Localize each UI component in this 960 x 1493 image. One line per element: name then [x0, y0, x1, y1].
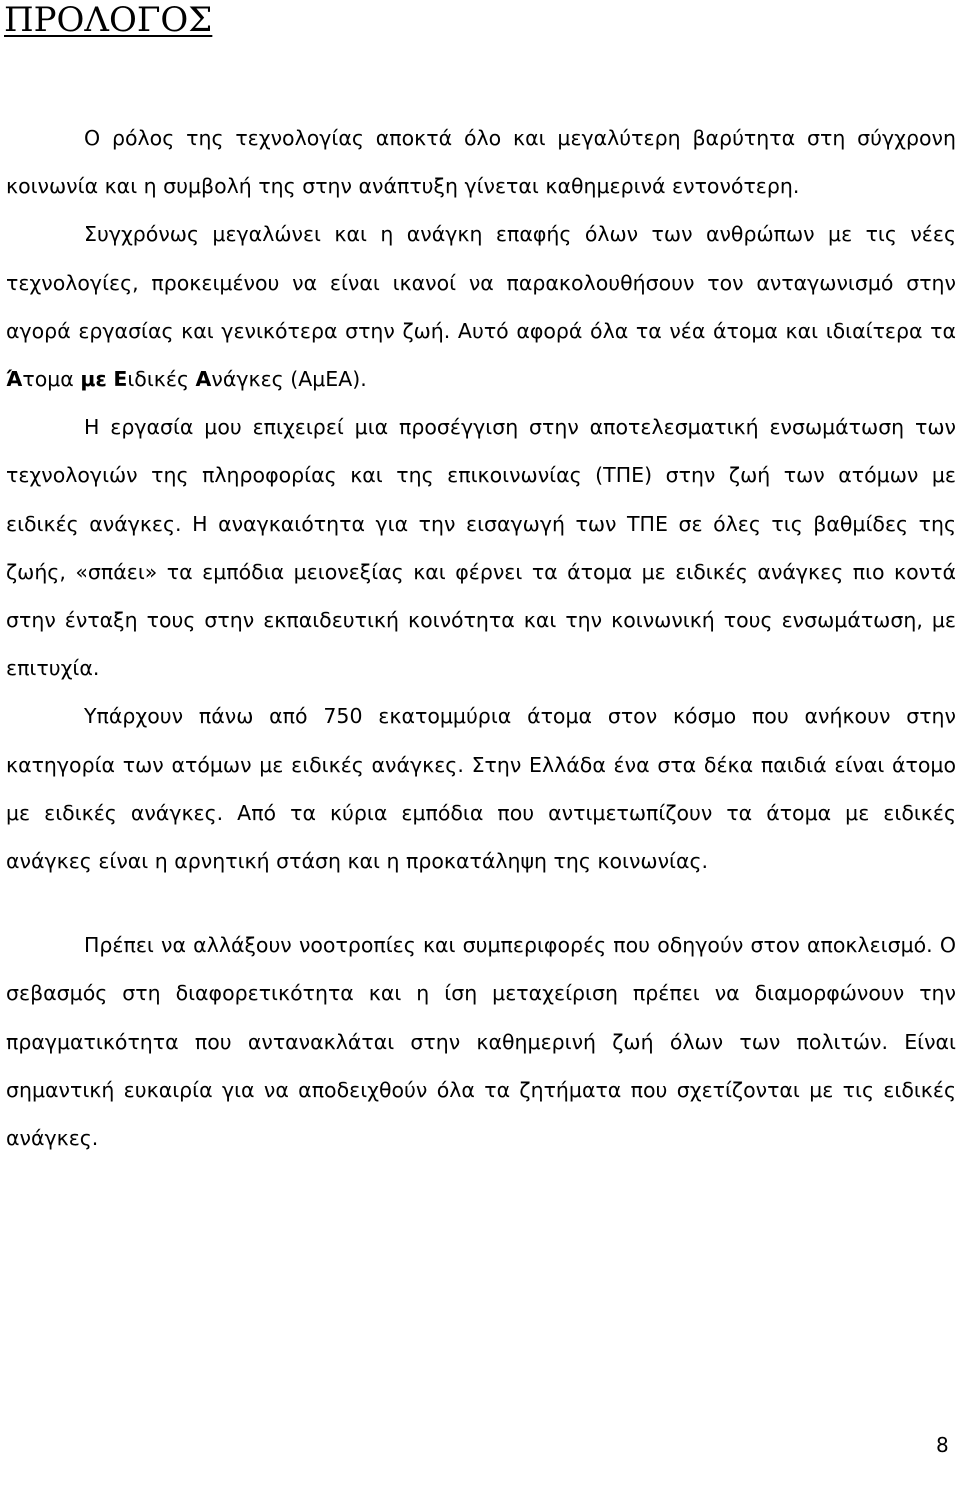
- paragraph-1: Ο ρόλος της τεχνολογίας αποκτά όλο και μεγαλύτερη βαρύτητα στη σύγχρονη κοινωνία και η συμβολή της στην ανάπτυξη γίνεται καθημερινά εντονότερη.: [6, 126, 956, 199]
- page-title: ΠΡΟΛΟΓΟΣ: [4, 0, 213, 40]
- acronym-word-eidikes: ιδικές: [127, 367, 196, 392]
- preface-body: [6, 114, 956, 1162]
- page-number: 8: [936, 1433, 949, 1457]
- acronym-letter-a2: Α: [195, 367, 212, 392]
- paragraph-2: [6, 210, 956, 403]
- acronym-letter-e: Ε: [113, 367, 128, 392]
- acronym-word-atoma: τομα: [22, 367, 81, 392]
- acronym-word-anagkes: νάγκες (ΑμΕΑ).: [211, 367, 367, 392]
- paragraph-5: Πρέπει να αλλάξουν νοοτροπίες και συμπεριφορές που οδηγούν στον αποκλεισμό. Ο σεβασμός στη διαφορετικότητα και η ίση μεταχείριση πρέπει να διαμορφώνουν την πραγματικότητα που αντανακλάται στην καθημερινή ζωή όλων των πολιτών. Είναι σημαντική ευκαιρία για να αποδειχθούν όλα τα ζητήματα που σχετίζονται με τις ειδικές ανάγκες.: [6, 933, 956, 1151]
- acronym-letters-me: με: [80, 367, 107, 392]
- paragraph-4: Υπάρχουν πάνω από 750 εκατομμύρια άτομα στον κόσμο που ανήκουν στην κατηγορία των ατόμων με ειδικές ανάγκες. Στην Ελλάδα ένα στα δέκα παιδιά είναι άτομο με ειδικές ανάγκες. Από τα κύρια εμπόδια που αντιμετωπίζουν τα άτομα με ειδικές ανάγκες είναι η αρνητική στάση και η προκατάληψη της κοινωνίας.: [6, 704, 956, 874]
- paragraph-3: Η εργασία μου επιχειρεί μια προσέγγιση στην αποτελεσματική ενσωμάτωση των τεχνολογιών της πληροφορίας και της επικοινωνίας (ΤΠΕ) στην ζωή των ατόμων με ειδικές ανάγκες. Η αναγκαιότητα για την εισαγωγή των ΤΠΕ σε όλες τις βαθμίδες της ζωής, «σπάει» τα εμπόδια μειονεξίας και φέρνει τα άτομα με ειδικές ανάγκες πιο κοντά στην ένταξη τους στην εκπαιδευτική κοινότητα και την κοινωνική τους ενσωμάτωση, με επιτυχία.: [6, 415, 956, 681]
- paragraph-2-text: Συγχρόνως μεγαλώνει και η ανάγκη επαφής όλων των ανθρώπων με τις νέες τεχνολογίες, προκειμένου να είναι ικανοί να παρακολουθήσουν τον ανταγωνισμό στην αγορά εργασίας και γενικότερα στην ζωή. Αυτό αφορά όλα τα νέα άτομα και ιδιαίτερα τα: [6, 222, 956, 343]
- acronym-letter-a: Ά: [6, 367, 23, 392]
